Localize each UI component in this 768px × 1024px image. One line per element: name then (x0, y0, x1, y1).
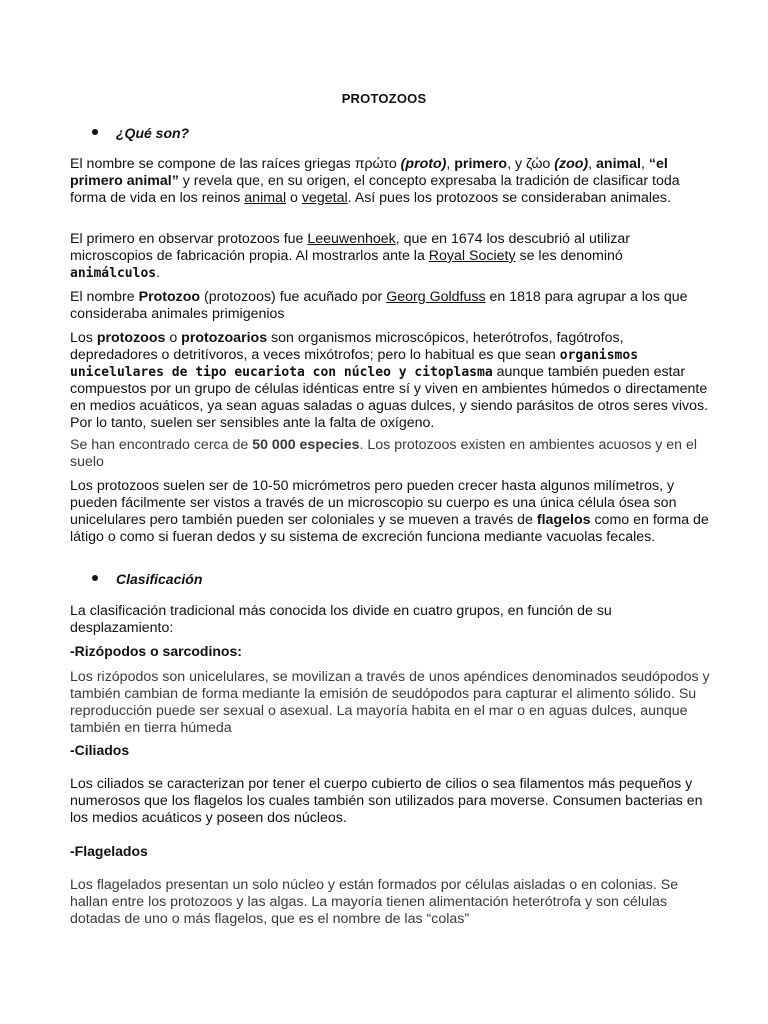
heading-ciliados: -Ciliados (70, 742, 130, 758)
paragraph-rizopodos: Los rizópodos son unicelulares, se movilizan a través de unos apéndices denominados seudópodos y también cambian de forma mediante la emisión de seudópodos para capturar el alimento sólido. Su reproducción puede ser sexual o asexual. La mayoría habita en el mar o en aguas dulces, aunque también en tierra húmeda (70, 669, 710, 736)
heading-flagelados: -Flagelados (70, 843, 148, 859)
emphasis: (zoo) (554, 156, 589, 172)
greek-word: ζώο (526, 156, 551, 172)
text: , y (507, 156, 527, 172)
text: Los protozoos suelen ser de 10-50 micrómetros pero pueden crecer hasta algunos milímetros, y pueden fácilmente ser vistos a través de un microscopio su cuerpo es una única célula ósea son unicelulares pero también pueden ser coloniales y se mueven a través de (70, 478, 677, 528)
paragraph-especies (70, 437, 710, 471)
bold-term: 50 000 especies (252, 437, 360, 453)
paragraph-leeuwenhoek (70, 231, 710, 282)
bullet-clasificacion (92, 571, 202, 587)
paragraph-flagelados: Los flagelados presentan un solo núcleo y están formados por células aisladas o en colonias. Se hallan entre los protozoos y las algas. La mayoría tienen alimentación heterótrofa y son células dotadas de uno o más flagelos, que es el nombre de las “colas” (70, 877, 679, 927)
text: son organismos microscópicos, heterótrofos, fagótrofos, depredadores o detritívoros, a veces mixótrofos; pero lo habitual es que sean (70, 330, 624, 363)
text: . Así pues los protozoos se consideraban animales. (347, 190, 671, 206)
text: , que en 1674 los descubrió al utilizar microscopios de fabricación propia. Al mostrarlos ante la (70, 231, 630, 264)
link-leeuwenhoek[interactable]: Leeuwenhoek (307, 231, 396, 247)
link-royal-society[interactable]: Royal Society (428, 248, 516, 264)
text: y revela que, en su origen, el concepto expresaba la tradición de clasificar toda forma de vida en los reinos (70, 173, 680, 206)
text: en 1818 para agrupar a los que consideraba animales primigenios (70, 289, 688, 322)
text: o (286, 190, 302, 206)
text: (protozoos) fue acuñado por (200, 289, 387, 305)
text: Se han encontrado cerca de (70, 437, 253, 453)
bold-term: flagelos (536, 512, 591, 528)
link-goldfuss[interactable]: Georg Goldfuss (386, 289, 486, 305)
text: Los (70, 330, 97, 346)
paragraph-definicion (70, 330, 710, 432)
paragraph-ciliados: Los ciliados se caracterizan por tener el cuerpo cubierto de cilios o sea filamentos más pequeños y numerosos que los flagelos los cuales también son utilizados para moverse. Consumen bacterias en los medios acuáticos y poseen dos núcleos. (70, 776, 703, 826)
text: , (588, 156, 597, 172)
text: El nombre se compone de las raíces griegas (70, 156, 355, 172)
greek-word: πρώτο (354, 156, 397, 172)
page-title: PROTOZOOS (341, 91, 427, 106)
heading-rizopodos: -Rizópodos o sarcodinos: (70, 643, 242, 659)
bullet-dot-icon (92, 129, 98, 135)
text: como en forma de látigo o como si fueran dedos y su sistema de excreción funciona mediante vacuolas fecales. (70, 512, 709, 545)
text: . (156, 265, 161, 281)
bold-term: protozoos (96, 330, 166, 346)
bold-term: animálculos (70, 266, 157, 281)
link-animal[interactable]: animal (244, 190, 287, 206)
bullet-label: Clasificación (116, 571, 203, 587)
text: o (165, 330, 182, 346)
emphasis: (proto) (400, 156, 447, 172)
paragraph-clasificacion: La clasificación tradicional más conocida los divide en cuatro grupos, en función de su desplazamiento: (70, 603, 612, 636)
text: , (640, 156, 649, 172)
paragraph-nombre (70, 289, 710, 323)
bold-term: primero (454, 156, 508, 172)
text: . Los protozoos existen en ambientes acuosos y en el suelo (70, 437, 698, 470)
text: se les denominó (515, 248, 623, 264)
bold-term: Protozoo (138, 289, 201, 305)
text: , (446, 156, 455, 172)
link-vegetal[interactable]: vegetal (301, 190, 348, 206)
bold-term: protozoarios (181, 330, 268, 346)
bold-term: animal (596, 156, 641, 172)
paragraph-tamano (70, 478, 710, 546)
bullet-que-son (92, 125, 189, 141)
text: El primero en observar protozoos fue (70, 231, 308, 247)
paragraph-origen (70, 156, 710, 207)
bold-term: organismos unicelulares de tipo eucariota con núcleo y citoplasma (70, 348, 639, 380)
text: aunque también pueden estar compuestos por un grupo de células idénticas entre sí y viven en ambientes húmedos o directamente en medios acuáticos, ya sean aguas saladas o aguas dulces, y siendo parásitos de otros seres vivos. Por lo tanto, suelen ser sensibles ante la falta de oxígeno. (70, 364, 709, 431)
bullet-dot-icon (92, 575, 98, 581)
text: El nombre (70, 289, 139, 305)
bold-term: “el primero animal” (70, 156, 668, 189)
bullet-label: ¿Qué son? (116, 125, 190, 141)
